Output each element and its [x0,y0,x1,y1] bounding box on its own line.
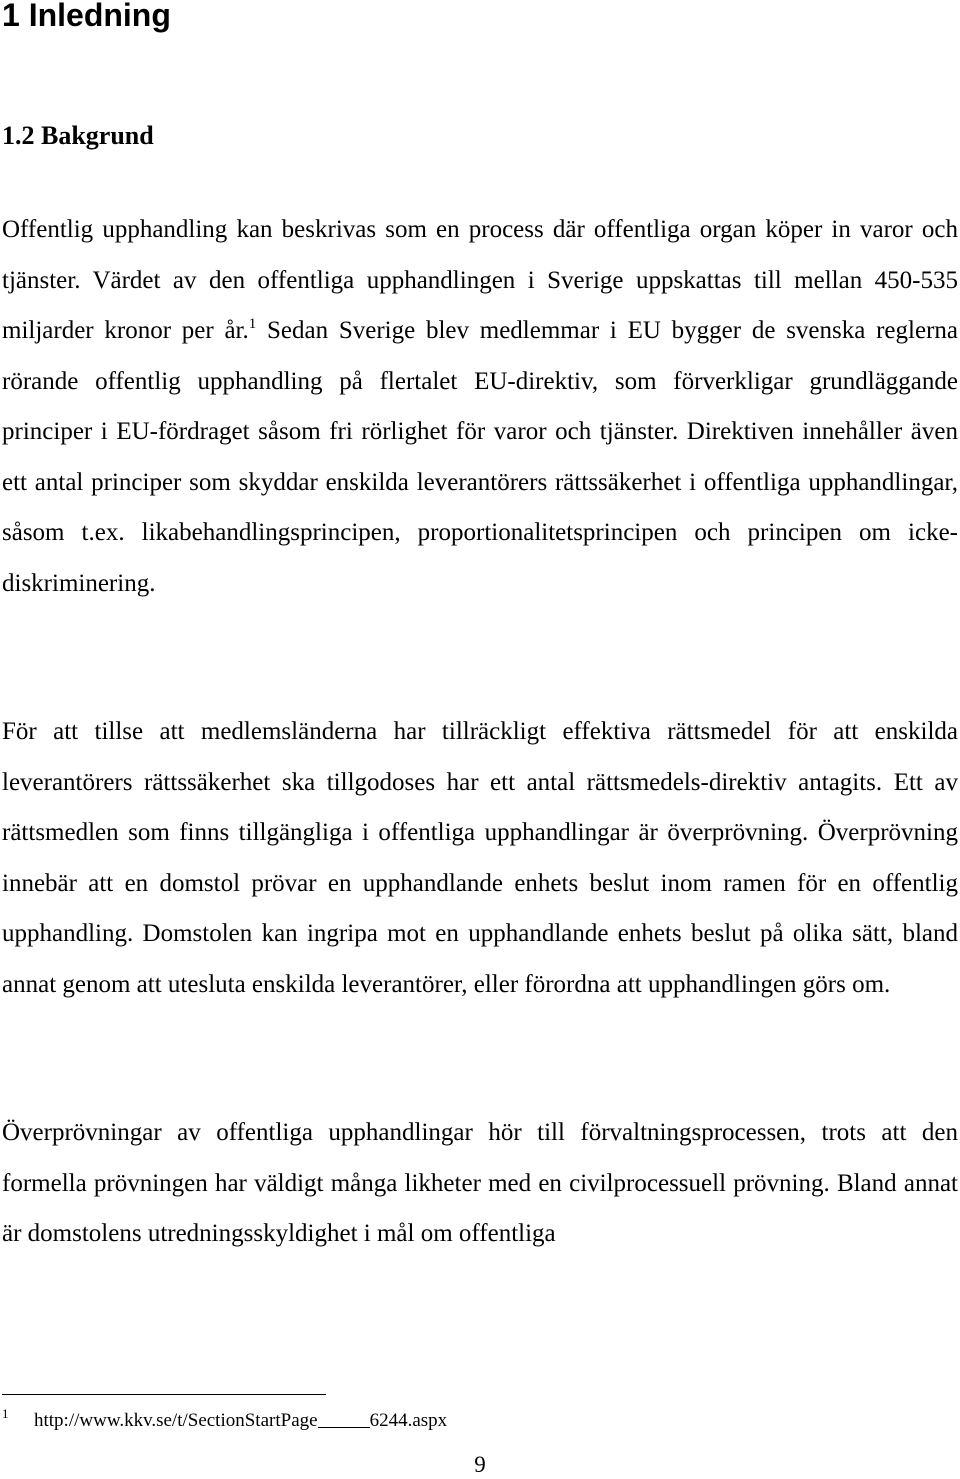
footnote-divider [2,1394,326,1395]
paragraph-2: För att tillse att medlemsländerna har tillräckligt effektiva rättsmedel för att enskilda leverantörers rättssäkerhet ska tillgodoses har ett antal rättsmedels-direktiv antagits. Ett av rättsmedlen som finns tillgängliga i offentliga upphandlingar är överprövning. Överprövning innebär att en domstol prövar en upphandlande enhets beslut inom ramen för en offentlig upphandling. Domstolen kan ingripa mot en upphandlande enhets beslut på olika sätt, bland annat genom att utesluta enskilda leverantörer, eller förordna att upphandlingen görs om. [2,718,958,998]
footnote-reference[interactable]: 1 [248,316,257,332]
paragraph-3: Överprövningar av offentliga upphandlingar hör till förvaltningsprocessen, trots att den formella prövningen har väldigt många likheter med en civilprocessuell prövning. Bland annat är domstolens utredningsskyldighet i mål om offentliga [2,1119,958,1247]
paragraph-1-text-start: Offentlig upphandling kan beskrivas som en process där offentliga organ köper in varor och tjänster. Värdet av den offentliga upphandlingen i Sverige uppskattas till mellan 450-535 miljarder kronor per år. [2,216,958,344]
footnote-url-end[interactable]: 6244.aspx [369,1410,448,1431]
paragraph-1 [2,205,958,609]
footnote: 1 http://www.kkv.se/t/SectionStartPage 6244.aspx [2,1406,448,1431]
section-heading: 1.2 Bakgrund [2,121,154,150]
paragraph-1-text-end: Sedan Sverige blev medlemmar i EU bygger de svenska reglerna rörande offentlig upphandling på flertalet EU-direktiv, som förverkligar grundläggande principer i EU-fördraget såsom fri rörlighet för varor och tjänster. Direktiven innehåller även ett antal principer som skyddar enskilda leverantörers rättssäkerhet i offentliga upphandlingar, såsom t.ex. likabehandlingsprincipen, proportionalitetsprincipen och principen om icke-diskriminering. [2,317,958,597]
chapter-heading: 1 Inledning [2,0,171,33]
footnote-url-start[interactable]: http://www.kkv.se/t/SectionStartPage [34,1410,318,1431]
footnote-url-underscore [318,1410,370,1428]
page-number: 9 [474,1452,486,1477]
